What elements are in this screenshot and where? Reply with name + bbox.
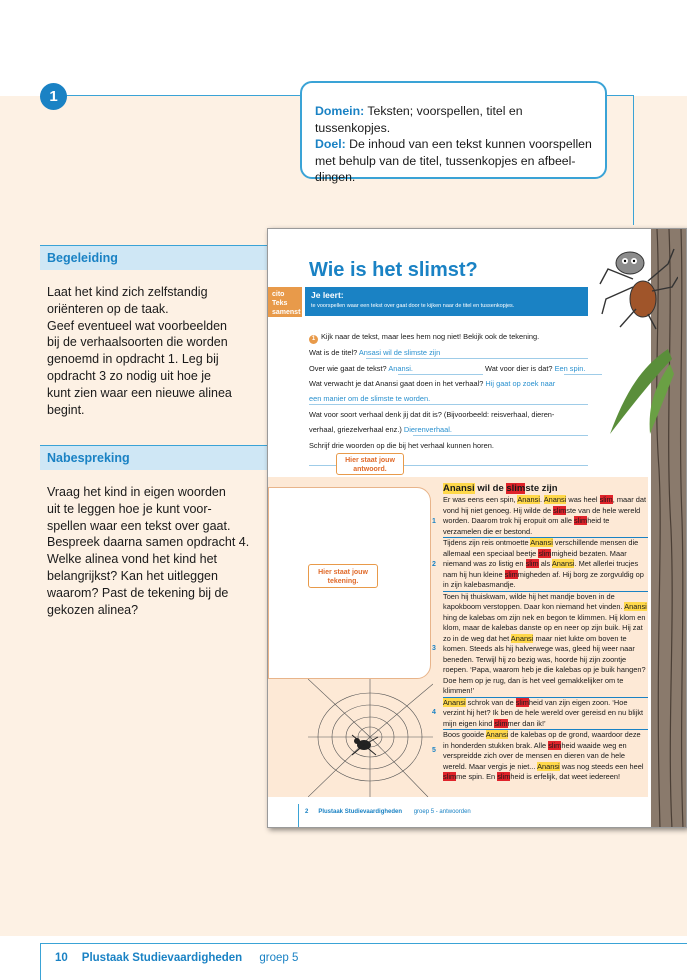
nabespreking-heading: Nabespreking bbox=[40, 446, 272, 470]
question-expect-answer: een manier om de slimste te worden. bbox=[309, 394, 431, 403]
worksheet-footer: 2 Plustaak Studievaardigheden groep 5 - antwoorden bbox=[305, 809, 471, 815]
worksheet-title: Wie is het slimst? bbox=[309, 259, 478, 281]
question-expect: Wat verwacht je dat Anansi gaat doen in het verhaal? Hij gaat op zoek naar bbox=[309, 379, 556, 388]
je-leert-box: Je leert: te voorspellen waar een tekst over gaat door te kijken naar de titel en tussenkopjes. bbox=[305, 287, 588, 316]
step-number: 1 bbox=[40, 83, 67, 110]
goal-label: Doel: bbox=[315, 137, 346, 152]
page-number: 10 bbox=[55, 952, 68, 964]
spider-on-tree-illustration bbox=[598, 229, 678, 439]
nabespreking-text: Vraag het kind in eigen woorden uit te leggen hoe je kunt voor- spellen waar een tekst over gaat. Bespreek daarna samen opdracht 4. Welke alinea vond het kind het belangrijkst? Kan het uitleggen waarom? Past de tekening bij de gekozen alinea? bbox=[47, 485, 250, 617]
footer-title: Plustaak Studievaardigheden bbox=[81, 952, 243, 964]
question-words: Schrijf drie woorden op die bij het verhaal kunnen horen. bbox=[309, 441, 494, 450]
page-footer: 10 Plustaak Studievaardigheden groep 5 bbox=[55, 952, 299, 964]
worksheet-preview bbox=[267, 228, 687, 828]
cito-tag: cito Teks samenst bbox=[268, 287, 302, 317]
right-rule bbox=[633, 95, 634, 225]
domain-text: Teksten; voorspellen, titel en tussenkopjes. bbox=[315, 104, 523, 135]
spiderweb-drawing bbox=[308, 679, 433, 797]
story-text: 1 Er was eens een spin, Anansi. Anansi was heel slim, maar dat vond hij niet genoeg. Hij wilde de slimste van de hele wereld worden. Daarom trok hij eropuit om alle slimheid te verzamelen die er bestond. 2 Tijdens zijn reis ontmoette Anansi verschillende mensen die allemaal een speciaal beetje slimmigheid bezaten. Maar niemand was zo listig en slim als Anansi. Met allerlei trucjes nam hij hun kleine slimmigheden af. Hij borg ze zorgvuldig op in zijn kalebasmandje. 3 Toen hij thuiskwam, wilde hij het mandje boven in de kapokboom verstoppen. Daar kon niemand het vinden. Anansi hing de kalebas om zijn nek en begon te klimmen. Hij klom en klom, maar de kalebas danste op en neer op zijn buik. Hij zat zo in de weg dat het Anansi maar niet lukte om boven te komen. Steeds als hij halverwege was, gleed hij weer naar beneden. Terwijl hij zo bezig was, hoorde hij zijn zoontje roepen. ‘Papa, waarom heb je die kalebas op je buik hangen? Doe hem op je rug, dan is het veel gemakkelijker om te klimmen!’ 4 Anansi schrok van de slimheid van zijn eigen zoon. ‘Hoe verzint hij het? Ik ben de hele wereld over gereisd en nu blijkt mijn eigen kind slimmer dan ik!’ 5 Boos gooide Anansi de kalebas op de grond, waardoor deze in honderden stukken brak. Alle slimheid waaide weg en verspreidde zich over de mensen en dieren van de hele wereld. Maar vergis je niet... Anansi was nog steeds een heel slimme spin. En slimheid is erfelijk, dat weet iedereen! bbox=[432, 495, 647, 781]
question-title: Wat is de titel? Ansasi wil de slimste zijn bbox=[309, 348, 441, 357]
domain-goal-box bbox=[300, 81, 607, 185]
question-kind-2: verhaal, griezelverhaal enz.) Dierenverhaal. bbox=[309, 425, 452, 434]
answer-callout: Hier staat jouw antwoord. bbox=[336, 453, 404, 475]
story-title: Anansi wil de slimste zijn bbox=[443, 483, 558, 494]
begeleiding-heading: Begeleiding bbox=[40, 246, 272, 270]
question-intro: 1 Kijk naar de tekst, maar lees hem nog niet! Bekijk ook de tekening. bbox=[309, 332, 539, 344]
domain-label: Domein: bbox=[315, 104, 365, 118]
footer-rule bbox=[40, 943, 687, 944]
begeleiding-text: Laat het kind zich zelfstandig oriënteren op de taak. Geef eventueel wat voorbeelden bij de verhaalsoorten die worden genoemd in opdracht 1. Leg bij opdracht 3 zo nodig uit hoe je kunt zien waar een nieuwe alinea begint. bbox=[47, 285, 232, 417]
question-animal: Wat voor dier is dat? Een spin. bbox=[485, 364, 586, 373]
goal-text: De inhoud van een tekst kunnen voorspellen met behulp van de titel, tussenkopjes en afbeel-dingen. bbox=[315, 137, 592, 185]
question-kind: Wat voor soort verhaal denk jij dat dit is? (Bijvoorbeeld: reisverhaal, dieren- bbox=[309, 410, 555, 419]
drawing-callout: Hier staat jouw tekening. bbox=[308, 564, 378, 588]
question-who: Over wie gaat de tekst? Anansi. bbox=[309, 364, 413, 373]
